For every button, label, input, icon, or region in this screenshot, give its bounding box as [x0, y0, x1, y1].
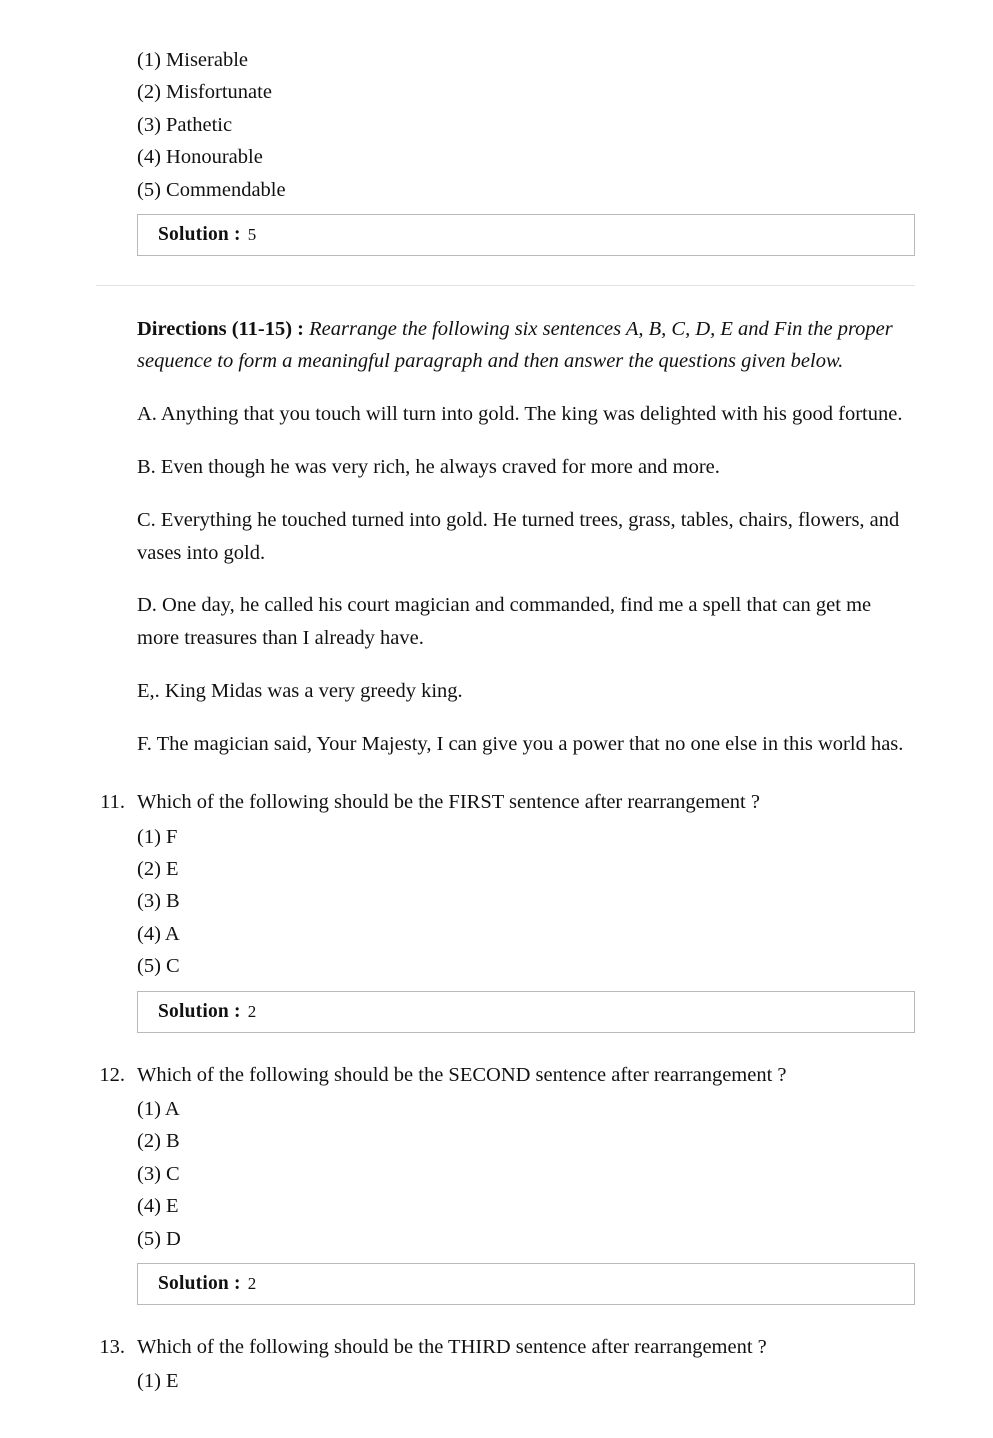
question-row: [96, 1331, 915, 1363]
question-number: 13.: [99, 1335, 125, 1358]
list-item: (4) Honourable: [137, 146, 263, 169]
directions-text: Rearrange the following six sentences A, B, C, D, E and Fin the proper sequence to form a meaningful paragraph and then answer the questions given below.: [137, 318, 893, 373]
question-block: [96, 1059, 915, 1305]
list-item: (3) Pathetic: [137, 113, 233, 136]
list-item: (3) B: [137, 890, 180, 913]
question-block: [96, 1331, 915, 1398]
option-list: [96, 1093, 915, 1255]
solution-box: [137, 991, 915, 1033]
list-item: (2) Misfortunate: [137, 81, 272, 104]
list-item: (5) D: [137, 1227, 181, 1250]
question-text: Which of the following should be the FIRST sentence after rearrangement ?: [137, 791, 760, 814]
option-list: [96, 821, 915, 983]
directions-sentence: E,. King Midas was a very greedy king.: [137, 679, 463, 702]
list-item: (4) A: [137, 922, 180, 945]
question-text: Which of the following should be the THIRD sentence after rearrangement ?: [137, 1335, 767, 1358]
directions-sentence: B. Even though he was very rich, he always craved for more and more.: [137, 456, 720, 479]
section-divider: [96, 285, 915, 286]
list-item: (1) E: [137, 1370, 179, 1393]
list-item: (3) C: [137, 1162, 180, 1185]
question-number: 11.: [100, 791, 125, 814]
question-row: [96, 786, 915, 818]
option-list: [96, 1365, 915, 1397]
solution-value: 2: [247, 1001, 257, 1021]
question-number: 12.: [99, 1063, 125, 1086]
question-block: [96, 786, 915, 1032]
solution-label: Solution :: [158, 1000, 241, 1022]
directions-block: [96, 313, 915, 760]
list-item: (2) E: [137, 857, 179, 880]
solution-value: 5: [247, 225, 257, 245]
directions-title: Directions (11-15) :: [137, 318, 305, 341]
list-item: (2) B: [137, 1130, 180, 1153]
directions-sentence: D. One day, he called his court magician and commanded, find me a spell that can get me more treasures than I already have.: [137, 594, 872, 649]
directions-sentence: C. Everything he touched turned into gold. He turned trees, grass, tables, chairs, flowers, and vases into gold.: [137, 509, 900, 564]
directions-paragraph: [96, 313, 915, 378]
solution-label: Solution :: [158, 224, 241, 246]
list-item: (4) E: [137, 1195, 179, 1218]
list-item: (1) F: [137, 825, 178, 848]
solution-value: 2: [247, 1273, 257, 1293]
list-item: (1) A: [137, 1097, 180, 1120]
question-row: [96, 1059, 915, 1091]
question-text: Which of the following should be the SECOND sentence after rearrangement ?: [137, 1063, 787, 1086]
directions-sentence: A. Anything that you touch will turn into gold. The king was delighted with his good fortune.: [137, 403, 903, 426]
solution-label: Solution :: [158, 1272, 241, 1294]
list-item: (5) Commendable: [137, 178, 286, 201]
list-item: (5) C: [137, 955, 180, 978]
list-item: (1) Miserable: [137, 49, 248, 71]
option-list: [96, 44, 915, 206]
directions-sentence: F. The magician said, Your Majesty, I can give you a power that no one else in this world has.: [137, 732, 904, 755]
solution-box: [137, 1263, 915, 1305]
solution-box: [137, 214, 915, 256]
